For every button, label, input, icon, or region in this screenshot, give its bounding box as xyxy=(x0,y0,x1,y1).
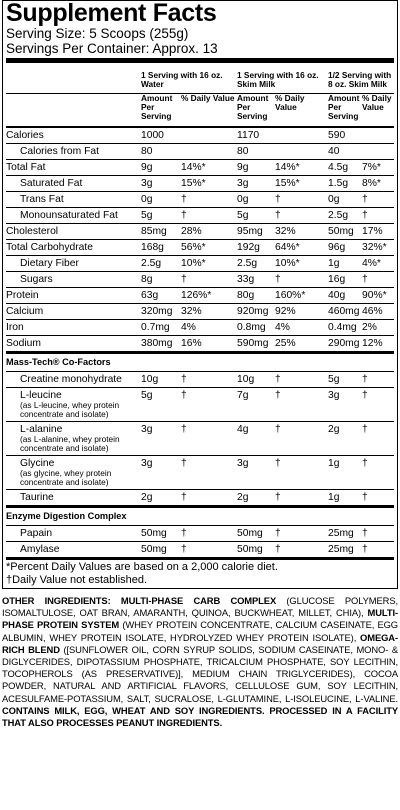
daily-value-cell: 16% xyxy=(181,336,237,353)
enzyme-row xyxy=(6,542,394,558)
daily-value-cell: 32%* xyxy=(362,240,394,256)
daily-value-cell: † xyxy=(181,526,237,542)
daily-value-cell: † xyxy=(181,542,237,558)
nutrient-row xyxy=(6,160,394,176)
cofactor-row xyxy=(6,388,394,422)
daily-value-cell: 46% xyxy=(362,304,394,320)
amount-cell: 4g xyxy=(237,422,275,456)
ingredient-heading: OTHER INGREDIENTS: MULTI-PHASE CARB COMPLEX xyxy=(2,595,277,606)
daily-value-cell: † xyxy=(275,372,328,388)
daily-value-cell: 160%* xyxy=(275,288,328,304)
daily-value-cell xyxy=(181,144,237,160)
amount-cell: 16g xyxy=(328,272,362,288)
cofactor-row xyxy=(6,490,394,507)
amount-cell: 1g xyxy=(328,456,362,490)
nutrient-name: Taurine xyxy=(20,492,54,503)
daily-value-cell: † xyxy=(275,272,328,288)
daily-value-cell: 7%* xyxy=(362,160,394,176)
nutrient-row xyxy=(6,176,394,192)
amount-cell: 33g xyxy=(237,272,275,288)
nutrient-name: Sugars xyxy=(20,274,53,285)
daily-value-cell: 15%* xyxy=(181,176,237,192)
daily-value-cell: † xyxy=(362,490,394,507)
amount-cell: 40 xyxy=(328,144,362,160)
ingredients-text xyxy=(2,595,398,729)
amount-cell: 0.7mg xyxy=(141,320,181,336)
column-headers xyxy=(6,63,394,94)
amount-cell: 3g xyxy=(328,388,362,422)
amount-cell: 460mg xyxy=(328,304,362,320)
amount-cell: 2.5g xyxy=(237,256,275,272)
daily-value-cell: † xyxy=(181,372,237,388)
daily-value-cell: † xyxy=(362,526,394,542)
daily-value-cell: † xyxy=(181,422,237,456)
amount-cell: 290mg xyxy=(328,336,362,353)
daily-value-cell: † xyxy=(275,542,328,558)
daily-value-cell: † xyxy=(362,542,394,558)
amount-cell: 3g xyxy=(237,456,275,490)
amount-cell: 85mg xyxy=(141,224,181,240)
nutrient-note: (as glycine, whey protein concentrate and isolate) xyxy=(20,468,112,487)
nutrient-row xyxy=(6,288,394,304)
nutrient-row xyxy=(6,272,394,288)
column-header-half-serving: 1/2 Serving with 8 oz. Skim Milk xyxy=(328,70,392,89)
daily-value-cell: † xyxy=(275,526,328,542)
amount-header: Amount Per Serving xyxy=(237,94,275,128)
servings-per-container: Servings Per Container: Approx. 13 xyxy=(6,41,218,56)
nutrient-name: Dietary Fiber xyxy=(20,258,79,269)
nutrient-row xyxy=(6,320,394,336)
daily-value-cell: † xyxy=(275,208,328,224)
daily-value-cell: 15%* xyxy=(275,176,328,192)
daily-value-cell: 12% xyxy=(362,336,394,353)
daily-value-cell: 32% xyxy=(181,304,237,320)
amount-cell: 8g xyxy=(141,272,181,288)
nutrient-row xyxy=(6,224,394,240)
amount-cell: 40g xyxy=(328,288,362,304)
nutrient-name: Total Fat xyxy=(6,162,46,173)
enzyme-row xyxy=(6,526,394,542)
amount-cell: 95mg xyxy=(237,224,275,240)
sub-headers xyxy=(6,94,394,128)
daily-value-cell: † xyxy=(362,456,394,490)
section-title: Enzyme Digestion Complex xyxy=(6,507,394,526)
nutrient-row xyxy=(6,304,394,320)
ingredient-heading: CONTAINS MILK, EGG, WHEAT AND SOY INGREDIENTS. PROCESSED IN A FACILITY THAT ALSO PROCESSES PEANUT INGREDIENTS. xyxy=(2,704,398,729)
cofactor-row xyxy=(6,456,394,490)
nutrient-row xyxy=(6,192,394,208)
nutrient-name: Iron xyxy=(6,322,24,333)
amount-cell: 0.4mg xyxy=(328,320,362,336)
daily-value-cell: 90%* xyxy=(362,288,394,304)
daily-value-cell: † xyxy=(181,456,237,490)
daily-value-cell: † xyxy=(275,192,328,208)
nutrient-name: Cholesterol xyxy=(6,226,59,237)
daily-value-cell: † xyxy=(275,456,328,490)
nutrient-name: Trans Fat xyxy=(20,194,64,205)
amount-cell: 3g xyxy=(141,422,181,456)
amount-cell: 5g xyxy=(328,372,362,388)
amount-cell: 25mg xyxy=(328,542,362,558)
daily-value-cell: 64%* xyxy=(275,240,328,256)
amount-cell: 380mg xyxy=(141,336,181,353)
amount-cell: 2g xyxy=(237,490,275,507)
amount-cell: 2.5g xyxy=(141,256,181,272)
footnote-daily-values: *Percent Daily Values are based on a 2,000 calorie diet. xyxy=(6,561,278,573)
daily-value-cell xyxy=(275,144,328,160)
daily-value-cell: † xyxy=(181,490,237,507)
amount-cell: 0.8mg xyxy=(237,320,275,336)
serving-size: Serving Size: 5 Scoops (255g) xyxy=(6,26,189,41)
amount-cell: 50mg xyxy=(141,542,181,558)
dv-header: % Daily Value xyxy=(362,94,394,128)
amount-cell: 96g xyxy=(328,240,362,256)
daily-value-cell: † xyxy=(181,388,237,422)
amount-cell: 0g xyxy=(237,192,275,208)
amount-cell: 3g xyxy=(141,176,181,192)
amount-cell: 1.5g xyxy=(328,176,362,192)
daily-value-cell: 14%* xyxy=(275,160,328,176)
daily-value-cell: 4% xyxy=(275,320,328,336)
amount-cell: 920mg xyxy=(237,304,275,320)
nutrient-row xyxy=(6,127,394,144)
amount-cell: 50mg xyxy=(237,526,275,542)
amount-cell: 80 xyxy=(237,144,275,160)
nutrient-row xyxy=(6,336,394,353)
amount-cell: 168g xyxy=(141,240,181,256)
daily-value-cell: 25% xyxy=(275,336,328,353)
amount-cell: 0g xyxy=(141,192,181,208)
amount-cell: 10g xyxy=(237,372,275,388)
column-header-skim-milk: 1 Serving with 16 oz. Skim Milk xyxy=(237,70,319,89)
daily-value-cell: 2% xyxy=(362,320,394,336)
daily-value-cell: 14%* xyxy=(181,160,237,176)
daily-value-cell: 10%* xyxy=(181,256,237,272)
amount-cell: 3g xyxy=(237,176,275,192)
amount-cell: 7g xyxy=(237,388,275,422)
nutrient-name: Protein xyxy=(6,290,39,301)
amount-cell: 9g xyxy=(141,160,181,176)
supplement-facts-panel xyxy=(2,0,398,729)
amount-cell: 320mg xyxy=(141,304,181,320)
amount-cell: 50mg xyxy=(328,224,362,240)
nutrient-name: Calories xyxy=(6,130,44,141)
nutrient-name: Total Carbohydrate xyxy=(6,242,94,253)
ingredient-list: (GLUCOSE POLYMERS, ISOMALTULOSE, OAT BRAN, AMARANTH, QUINOA, BUCKWHEAT, MILLET, CHIA), xyxy=(2,595,398,619)
amount-cell: 4.5g xyxy=(328,160,362,176)
nutrient-name: Creatine monohydrate xyxy=(20,374,122,385)
daily-value-cell: 126%* xyxy=(181,288,237,304)
nutrient-row xyxy=(6,240,394,256)
daily-value-cell xyxy=(362,127,394,144)
ingredient-heading: OMEGA-RICH BLEND xyxy=(2,631,398,655)
amount-cell: 50mg xyxy=(141,526,181,542)
daily-value-cell: 4%* xyxy=(362,256,394,272)
daily-value-cell: † xyxy=(181,208,237,224)
ingredient-list: (WHEY PROTEIN CONCENTRATE, CALCIUM CASEINATE, EGG ALBUMIN, WHEY PROTEIN ISOLATE, HYDROLYZED WHEY PROTEIN ISOLATE), xyxy=(2,619,398,643)
daily-value-cell: † xyxy=(362,208,394,224)
footnotes xyxy=(6,557,394,588)
amount-cell: 5g xyxy=(237,208,275,224)
nutrient-name: Sodium xyxy=(6,338,41,349)
ingredient-list: ([SUNFLOWER OIL, CORN SYRUP SOLIDS, SODIUM CASEINATE, MONO- & DIGLYCERIDES, DIPOTASSIUM PHOSPHATE, TRICALCIUM PHOSPHATE, SOY LECITHIN, TOCOPHEROLS (AS PRESERVATIVE)], MEDIUM CHAIN TRIGLYCERIDES), COCOA POWDER, NATURAL AND ARTIFICIAL FLAVORS, CELLULOSE GUM, SOY LECITHIN, ACESULFAME-POTASSIUM, SALT, SUCRALOSE, L-GLUTAMINE, L-ISOLEUCINE, L-VALINE. xyxy=(2,643,398,704)
nutrient-name: Glycine xyxy=(20,458,55,469)
daily-value-cell: 28% xyxy=(181,224,237,240)
nutrient-row xyxy=(6,144,394,160)
amount-cell: 192g xyxy=(237,240,275,256)
amount-cell: 5g xyxy=(141,388,181,422)
footnote-not-established: †Daily Value not established. xyxy=(6,573,148,586)
ingredient-heading: MULTI-PHASE PROTEIN SYSTEM xyxy=(2,607,398,631)
nutrient-name: L-leucine xyxy=(20,390,62,401)
nutrient-row xyxy=(6,256,394,272)
amount-cell: 63g xyxy=(141,288,181,304)
amount-cell: 1170 xyxy=(237,127,275,144)
daily-value-cell xyxy=(275,127,328,144)
cofactor-row xyxy=(6,372,394,388)
daily-value-cell: † xyxy=(362,192,394,208)
amount-cell: 2.5g xyxy=(328,208,362,224)
nutrient-note: (as L-leucine, whey protein concentrate and isolate) xyxy=(20,400,120,419)
daily-value-cell: † xyxy=(362,372,394,388)
daily-value-cell: † xyxy=(362,422,394,456)
amount-cell: 25mg xyxy=(328,526,362,542)
daily-value-cell: 17% xyxy=(362,224,394,240)
facts-body xyxy=(6,63,394,557)
amount-cell: 80g xyxy=(237,288,275,304)
cofactors-header xyxy=(6,353,394,372)
nutrient-name: Monounsaturated Fat xyxy=(20,210,118,221)
panel-title: Supplement Facts xyxy=(6,0,217,27)
daily-value-cell xyxy=(362,144,394,160)
daily-value-cell: 10%* xyxy=(275,256,328,272)
amount-cell: 590 xyxy=(328,127,362,144)
amount-cell: 1000 xyxy=(141,127,181,144)
facts-frame xyxy=(2,0,398,589)
amount-cell: 5g xyxy=(141,208,181,224)
nutrient-name: Saturated Fat xyxy=(20,178,83,189)
amount-cell: 1g xyxy=(328,256,362,272)
amount-cell: 80 xyxy=(141,144,181,160)
amount-header: Amount Per Serving xyxy=(328,94,362,128)
amount-cell: 10g xyxy=(141,372,181,388)
daily-value-cell: 32% xyxy=(275,224,328,240)
dv-header: % Daily Value xyxy=(181,94,237,128)
enzymes-header xyxy=(6,507,394,526)
nutrient-name: Calcium xyxy=(6,306,44,317)
amount-cell: 3g xyxy=(141,456,181,490)
daily-value-cell: † xyxy=(275,388,328,422)
amount-cell: 9g xyxy=(237,160,275,176)
daily-value-cell xyxy=(181,127,237,144)
nutrient-row xyxy=(6,208,394,224)
daily-value-cell: 8%* xyxy=(362,176,394,192)
amount-cell: 590mg xyxy=(237,336,275,353)
daily-value-cell: † xyxy=(362,272,394,288)
amount-cell: 50mg xyxy=(237,542,275,558)
daily-value-cell: † xyxy=(181,192,237,208)
amount-cell: 2g xyxy=(328,422,362,456)
nutrient-note: (as L-alanine, whey protein concentrate and isolate) xyxy=(20,434,120,453)
nutrient-name: Amylase xyxy=(20,544,60,555)
section-title: Mass-Tech® Co-Factors xyxy=(6,353,394,372)
daily-value-cell: 4% xyxy=(181,320,237,336)
amount-cell: 1g xyxy=(328,490,362,507)
cofactor-row xyxy=(6,422,394,456)
amount-header: Amount Per Serving xyxy=(141,94,181,128)
daily-value-cell: † xyxy=(181,272,237,288)
daily-value-cell: 92% xyxy=(275,304,328,320)
dv-header: % Daily Value xyxy=(275,94,328,128)
column-header-water: 1 Serving with 16 oz. Water xyxy=(141,70,223,89)
daily-value-cell: 56%* xyxy=(181,240,237,256)
facts-table xyxy=(6,63,394,557)
nutrient-name: Papain xyxy=(20,528,53,539)
amount-cell: 0g xyxy=(328,192,362,208)
nutrient-name: L-alanine xyxy=(20,424,63,435)
nutrient-name: Calories from Fat xyxy=(20,146,99,157)
daily-value-cell: † xyxy=(275,490,328,507)
daily-value-cell: † xyxy=(362,388,394,422)
amount-cell: 2g xyxy=(141,490,181,507)
daily-value-cell: † xyxy=(275,422,328,456)
